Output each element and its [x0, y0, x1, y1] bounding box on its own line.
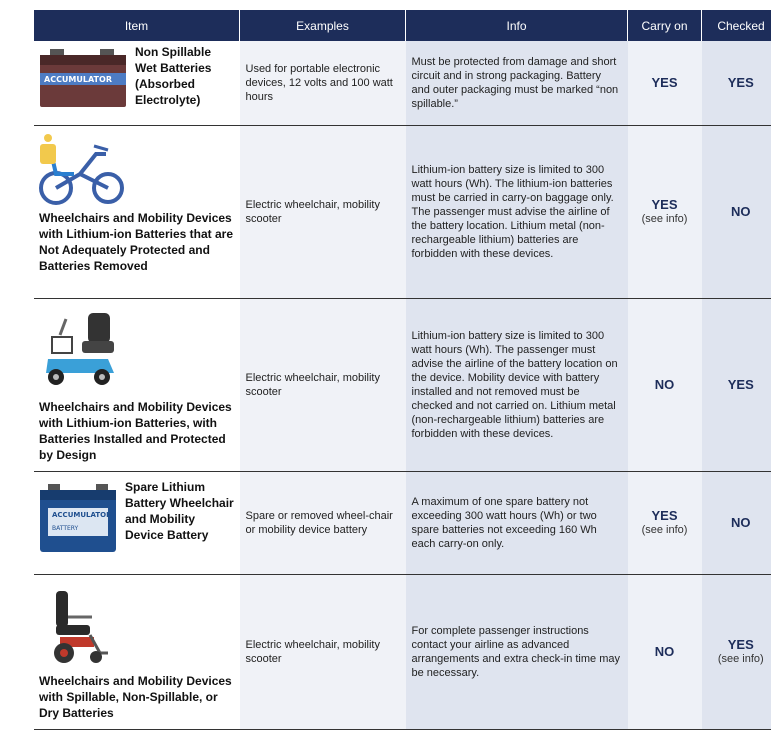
item-name: Wheelchairs and Mobility Devices with Lithium-ion Batteries, with Batteries Installed and Protected by Design: [39, 400, 232, 462]
item-cell: [34, 299, 240, 472]
checked-cell: [702, 472, 771, 575]
lithium-battery-icon: [38, 484, 118, 556]
info-cell: For complete passenger instructions contact your airline as advanced arrangements and extra check-in time may be necessary.: [406, 575, 628, 730]
carry-on-value: NO: [654, 644, 675, 659]
checked-value: YES: [727, 637, 754, 652]
table-header-row: [34, 10, 771, 41]
carry-on-cell: [628, 41, 702, 126]
battery-image-sublabel: BATTERY: [52, 525, 79, 532]
info-cell: A maximum of one spare battery not exceeding 300 watt hours (Wh) or two spare batteries not exceeding 160 Wh each carry-on only.: [406, 472, 628, 575]
item-name: Wheelchairs and Mobility Devices with Lithium-ion Batteries that are Not Adequately Protected and Batteries Removed: [39, 211, 234, 273]
carry-on-value: YES: [651, 508, 678, 523]
examples-cell: Used for portable electronic devices, 12 volts and 100 watt hours: [240, 41, 406, 126]
item-cell: [34, 472, 240, 575]
table-row: [34, 41, 771, 126]
checked-value: YES: [727, 75, 754, 90]
carry-on-value: YES: [651, 75, 678, 90]
carry-on-cell: [628, 126, 702, 299]
table-row: [34, 299, 771, 472]
item-cell: [34, 575, 240, 730]
table-row: [34, 126, 771, 299]
examples-cell: Electric wheelchair, mobility scooter: [240, 575, 406, 730]
battery-rules-table: [34, 10, 771, 730]
checked-note: (see info): [717, 653, 764, 665]
battery-image-label: ACCUMULATOR: [52, 511, 112, 519]
header-info: Info: [406, 10, 628, 41]
item-cell: [34, 126, 240, 299]
carry-on-note: (see info): [641, 524, 688, 536]
item-name: Non Spillable Wet Batteries (Absorbed Electrolyte): [135, 45, 212, 107]
info-cell: Lithium-ion battery size is limited to 300 watt hours (Wh). The passenger must advise the airline of the battery location on the device. Mobility device with battery installed and not removed must be checked and not carried on. Lithium metal (non-rechargeable lithium) batteries are forbidden with these devices.: [406, 299, 628, 472]
carry-on-value: NO: [654, 377, 675, 392]
header-checked: Checked: [702, 10, 771, 41]
power-wheelchair-icon: [46, 587, 116, 667]
checked-cell: [702, 41, 771, 126]
carry-on-cell: [628, 299, 702, 472]
examples-cell: Electric wheelchair, mobility scooter: [240, 126, 406, 299]
checked-cell: [702, 299, 771, 472]
checked-value: NO: [731, 204, 751, 219]
mobility-scooter-icon: [42, 309, 120, 391]
carry-on-cell: [628, 472, 702, 575]
carry-on-cell: [628, 575, 702, 730]
header-examples: Examples: [240, 10, 406, 41]
item-name: Spare Lithium Battery Wheelchair and Mobility Device Battery: [125, 480, 234, 542]
adaptive-tricycle-icon: [36, 134, 126, 206]
carry-on-value: YES: [651, 197, 678, 212]
info-cell: Must be protected from damage and short circuit and in strong packaging. Battery and outer packaging must be marked “non spillable.”: [406, 41, 628, 126]
checked-value: NO: [731, 515, 751, 530]
carry-on-note: (see info): [641, 213, 688, 225]
checked-cell: [702, 126, 771, 299]
header-carry-on: Carry on: [628, 10, 702, 41]
item-name: Wheelchairs and Mobility Devices with Spillable, Non-Spillable, or Dry Batteries: [39, 674, 232, 720]
table-row: [34, 575, 771, 730]
examples-cell: Electric wheelchair, mobility scooter: [240, 299, 406, 472]
wet-battery-icon: [38, 47, 128, 109]
info-cell: Lithium-ion battery size is limited to 300 watt hours (Wh). The lithium-ion batteries must be carried in carry-on baggage only. The passenger must advise the airline of the battery location. Lithium metal (non-rechargeable lithium) batteries are forbidden with these devices.: [406, 126, 628, 299]
header-item: Item: [34, 10, 240, 41]
battery-image-label: ACCUMULATOR: [44, 75, 112, 84]
item-cell: [34, 41, 240, 126]
table-row: [34, 472, 771, 575]
checked-value: YES: [727, 377, 754, 392]
examples-cell: Spare or removed wheel-chair or mobility device battery: [240, 472, 406, 575]
checked-cell: [702, 575, 771, 730]
